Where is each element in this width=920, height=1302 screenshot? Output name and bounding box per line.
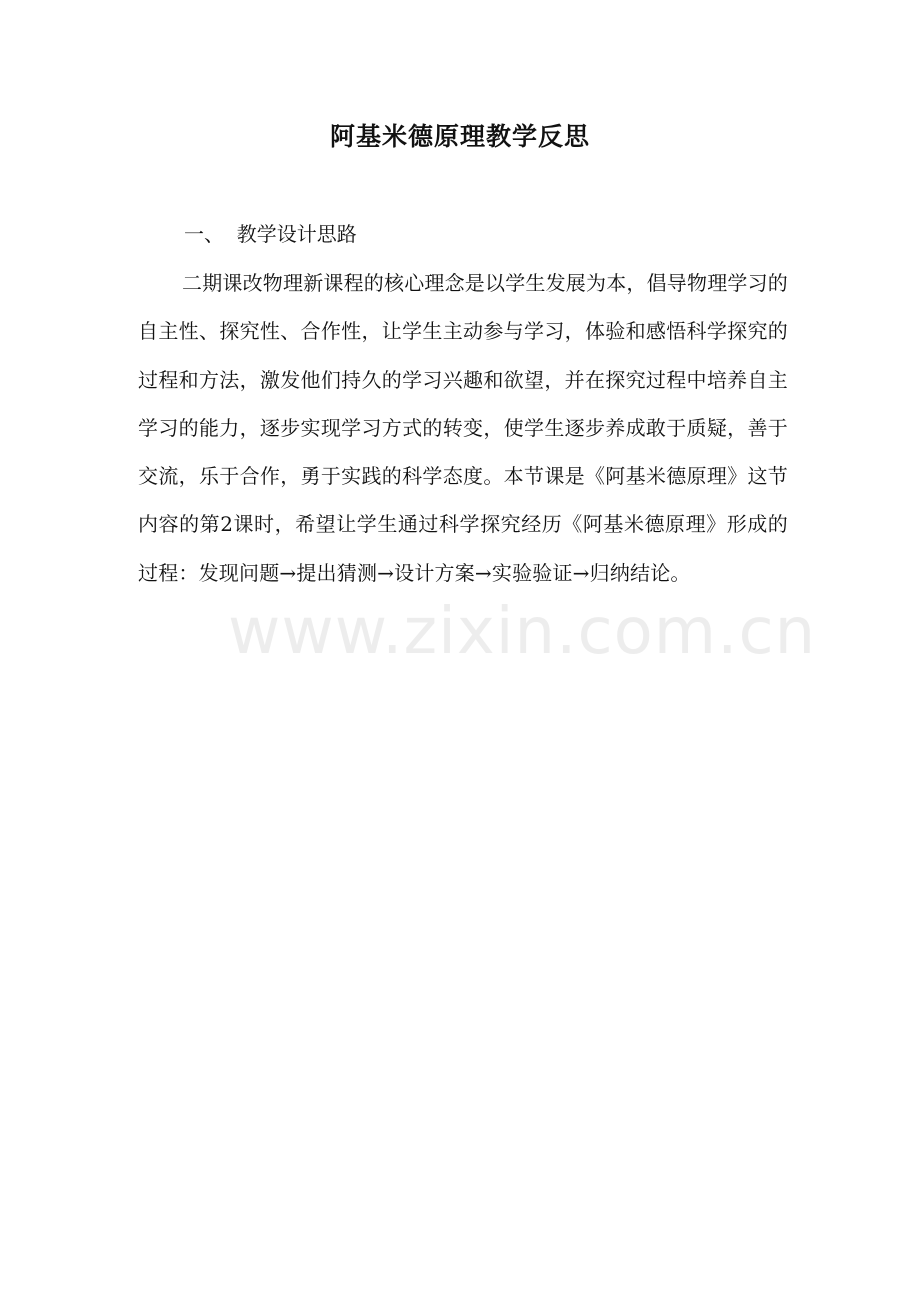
paragraph-design-philosophy: 二期课改物理新课程的核心理念是以学生发展为本，倡导物理学习的自主性、探究性、合作性，让学生主动参与学习，体验和感悟科学探究的过程和方法，激发他们持久的学习兴趣和欲望，并在探究过程中培养自主学习的能力，逐步实现学习方式的转变，使学生逐步养成敢于质疑，善于交流，乐于合作，勇于实践的科学态度。本节课是《阿基米德原理》这节内容的第2课时，希望让学生通过科学探究经历《阿基米德原理》形成的过程：发现问题→提出猜测→设计方案→实验验证→归纳结论。	[138, 271, 788, 585]
document-title: 阿基米德原理教学反思	[329, 122, 590, 151]
watermark: www.zixin.com.cn	[228, 595, 817, 669]
section-heading: 一、 教学设计思路	[184, 222, 357, 246]
